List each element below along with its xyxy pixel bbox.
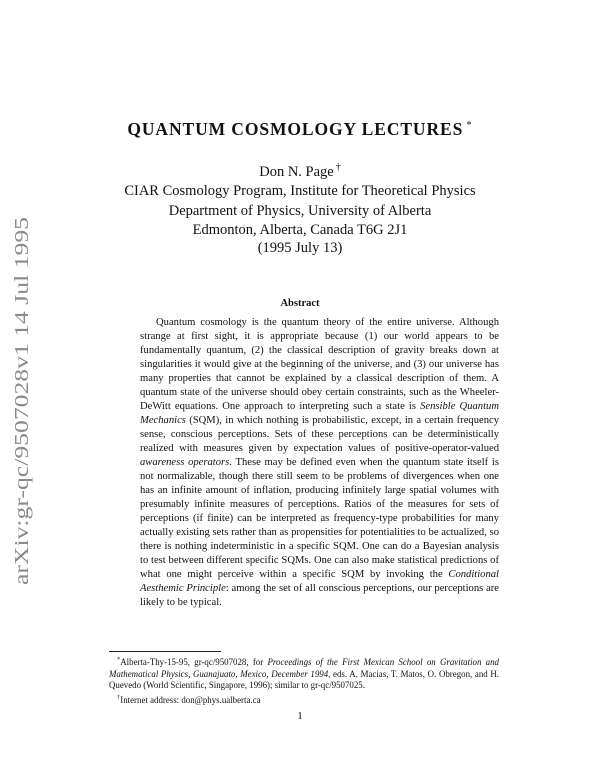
abstract-heading: Abstract	[280, 298, 320, 309]
emphasis-awareness-operators: awareness operators	[140, 457, 230, 468]
abstract-paragraph: Quantum cosmology is the quantum theory of the entire universe. Although strange at first sight, it is appropriate because (1) our world appears to be fundamentally quantum, (2) the classical description of gravity breaks down at singularities it would give at the beginning of the universe, and (3) our universe has many properties that cannot be explained by a classical description of them. A quantum state of the universe should obey certain constraints, such as the Wheeler-DeWitt equations. One approach to interpreting such a state is Sensible Quantum Mechanics (SQM), in which nothing is probabilistic, except, in a certain frequency sense, conscious perceptions. Sets of these perceptions can be deterministically realized with measures given by expectation values of positive-operator-valued awareness operators. These may be defined even when the quantum state itself is not normalizable, though there still seem to be problems of divergences when one has an infinite amount of inflation, producing infinitely large spatial volumes with presumably infinite measures of perceptions. Ratios of the measures for sets of perceptions (if finite) can be interpreted as frequency-type probabilities for many actually existing sets rather than as propensities for potentialities to be actualized, so there is nothing indeterministic in a specific SQM. One can do a Bayesian analysis to test between different specific SQMs. One can also make statistical predictions of what one might perceive within a specific SQM by invoking the Conditional Aesthemic Principle: among the set of all conscious perceptions, our perceptions are likely to be typical.	[140, 317, 499, 608]
affiliation-line: Department of Physics, University of Alberta	[168, 202, 432, 219]
author-block	[0, 158, 600, 241]
emphasis-sqm: Sensible Quantum Mechanics	[140, 401, 499, 426]
footnote-email: †Internet address: don@phys.ualberta.ca	[117, 693, 261, 705]
footnote-rule	[109, 651, 221, 652]
emphasis-conditional-aesthemic-principle: Conditional Aesthemic Principle	[140, 569, 499, 594]
footnotes	[109, 654, 499, 706]
proceedings-title: Proceedings of the First Mexican School on Gravitation and Mathematical Physics, Guanajuato, Mexico, December 1994	[109, 656, 499, 679]
footnote-publication: *Alberta-Thy-15-95, gr-qc/9507028, for Proceedings of the First Mexican School on Gravitation and Mathematical Physics, Guanajuato, Mexico, December 1994, eds. A. Macias, T. Matos, O. Obregon, and H. Quevedo (World Scientific, Singapore, 1996); similar to gr-qc/9507025.	[109, 656, 500, 691]
arxiv-stamp-text: arXiv:gr-qc/9507028v1 14 Jul 1995	[12, 305, 33, 585]
arxiv-sidebar-stamp	[6, 216, 36, 586]
affiliation-line: CIAR Cosmology Program, Institute for Theoretical Physics	[124, 183, 476, 200]
author-footnote-mark: †	[335, 162, 341, 173]
title-footnote-mark: *	[466, 119, 473, 132]
title-text: QUANTUM COSMOLOGY LECTURES	[127, 119, 464, 139]
author-name: Don N. Page	[259, 163, 334, 180]
paper-title	[0, 119, 600, 140]
abstract-body	[140, 316, 499, 610]
affiliation-line: Edmonton, Alberta, Canada T6G 2J1	[192, 222, 408, 239]
author-name-line	[0, 158, 600, 182]
paper-date: (1995 July 13)	[257, 240, 343, 256]
page-number: 1	[297, 710, 303, 722]
